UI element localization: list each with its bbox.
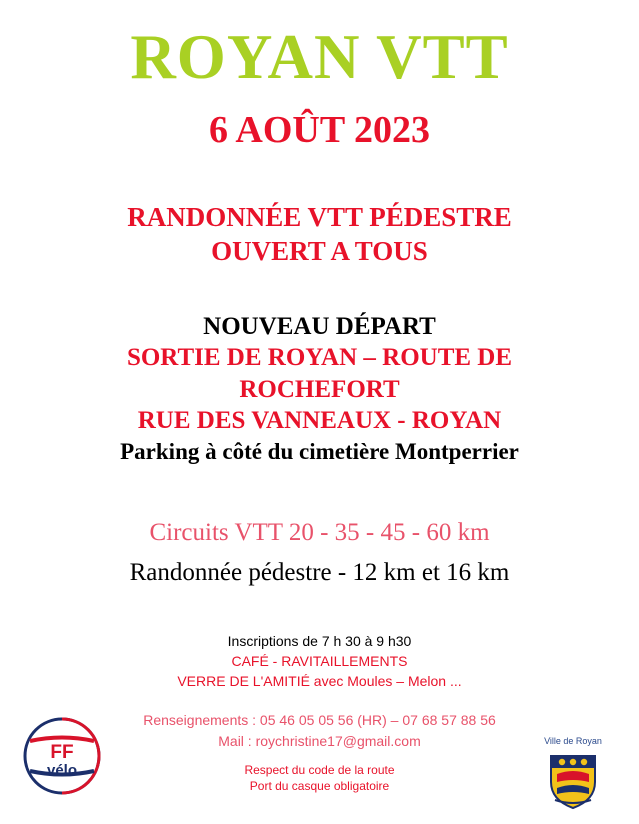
circuits-pedestre: Randonnée pédestre - 12 km et 16 km — [129, 558, 510, 586]
info-section — [0, 631, 639, 692]
departure-line-4: Parking à côté du cimetière Montperrier — [120, 439, 519, 465]
poster-root — [0, 24, 639, 824]
inscriptions-line: Inscriptions de 7 h 30 à 9 h30 — [227, 632, 412, 649]
svg-text:FF: FF — [50, 742, 74, 763]
departure-line-1: SORTIE DE ROYAN – ROUTE DE — [126, 344, 513, 372]
email-line: Mail : roychristine17@gmail.com — [218, 732, 421, 749]
coat-of-arms-icon — [541, 748, 605, 812]
svg-text:vélo: vélo — [46, 762, 78, 779]
verre-amitie-line: VERRE DE L'AMITIÉ avec Moules – Melon ... — [177, 673, 462, 690]
warning-line-2: Port du casque obligatoire — [249, 778, 390, 793]
crest-label: Ville de Royan — [544, 736, 602, 746]
circuits-vtt: Circuits VTT 20 - 35 - 45 - 60 km — [149, 518, 490, 546]
departure-line-3: RUE DES VANNEAUX - ROYAN — [137, 406, 502, 434]
ffvelo-logo — [22, 716, 102, 796]
page-title: ROYAN VTT — [130, 22, 509, 92]
cafe-line: CAFÉ - RAVITAILLEMENTS — [231, 653, 408, 670]
ville-de-royan-crest — [525, 736, 621, 812]
subtitle-line-2: OUVERT A TOUS — [211, 236, 428, 267]
ffvelo-icon — [22, 716, 102, 796]
departure-section — [0, 311, 639, 467]
subtitle-line-1: RANDONNÉE VTT PÉDESTRE — [127, 201, 512, 232]
departure-line-2: ROCHEFORT — [239, 375, 400, 403]
event-subtitle — [0, 200, 639, 269]
warning-line-1: Respect du code de la route — [244, 762, 395, 777]
event-date: 6 AOÛT 2023 — [208, 109, 430, 152]
phone-line: Renseignements : 05 46 05 05 56 (HR) – 07 68 57 88 56 — [143, 711, 496, 728]
departure-heading: NOUVEAU DÉPART — [203, 313, 436, 341]
